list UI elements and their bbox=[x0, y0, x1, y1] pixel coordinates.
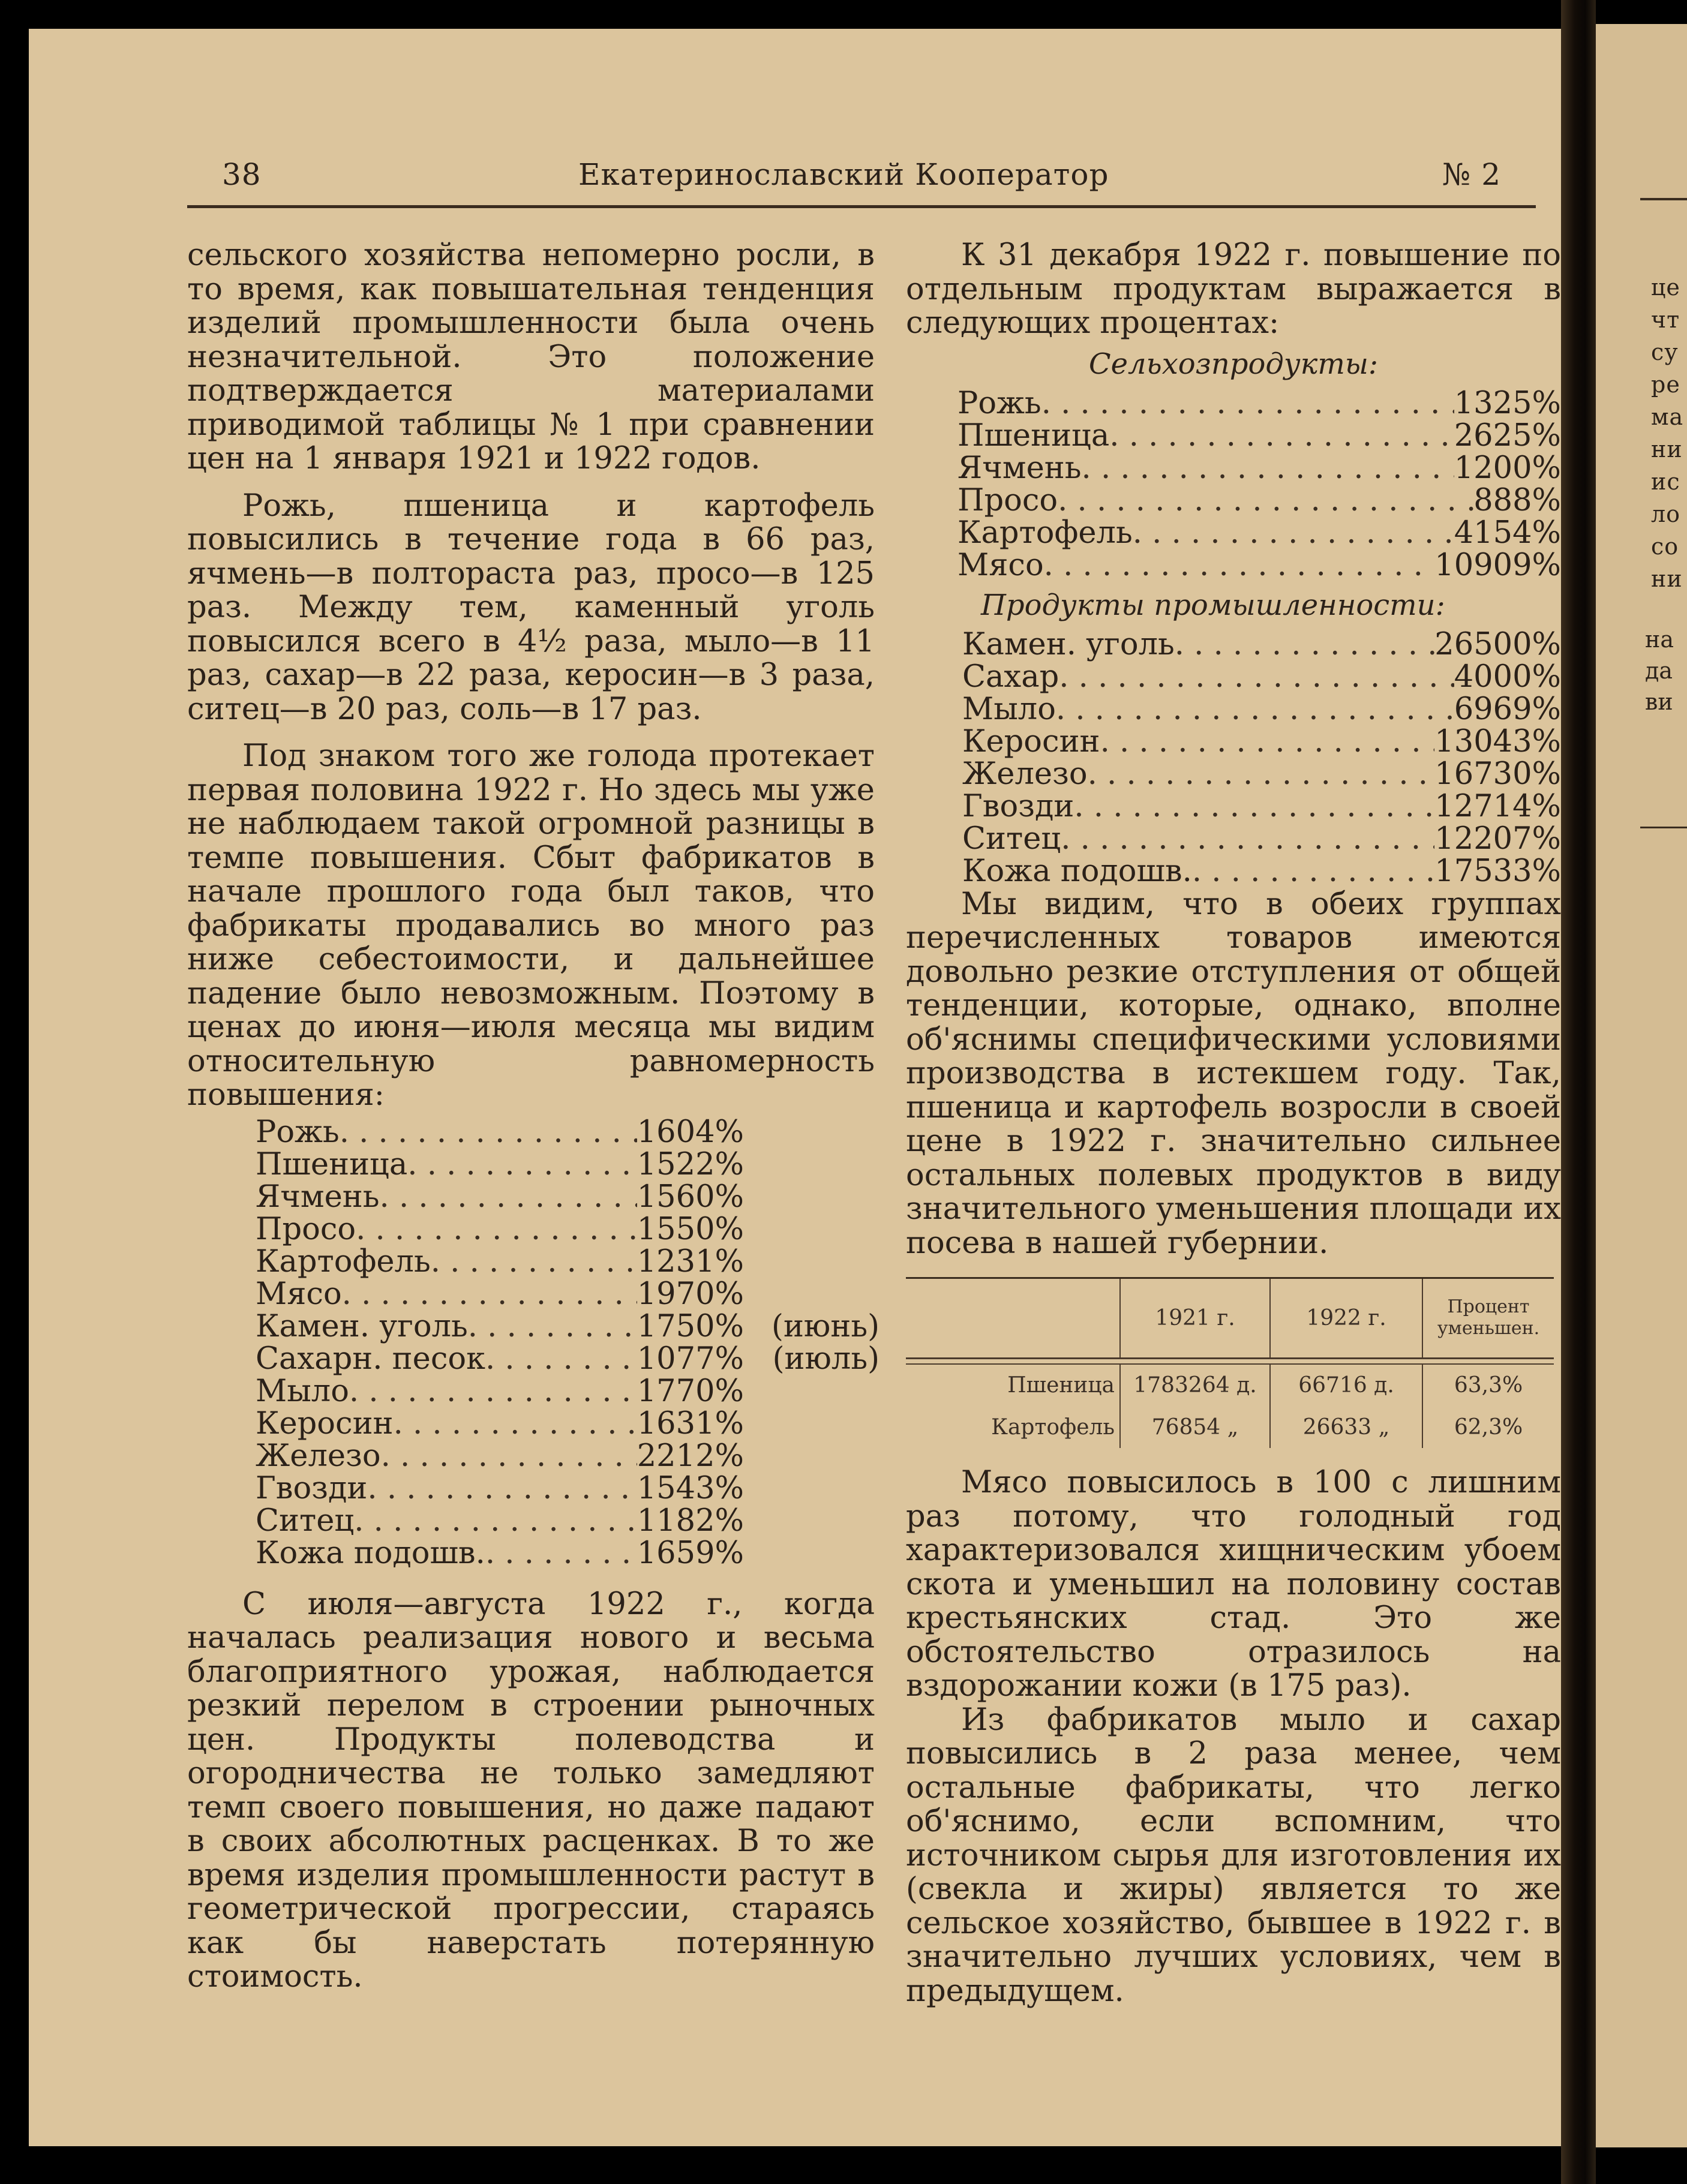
item-name: Пшеница bbox=[957, 417, 1110, 453]
leader-dots bbox=[367, 1473, 637, 1505]
book-gutter bbox=[1561, 0, 1596, 2184]
list-item bbox=[962, 723, 1561, 759]
item-name: Рожь bbox=[256, 1114, 340, 1150]
table-cell: 26633 „ bbox=[1270, 1406, 1422, 1448]
item-name: Железо bbox=[256, 1438, 381, 1474]
item-name: Просо bbox=[256, 1211, 356, 1247]
list-item bbox=[957, 517, 1561, 549]
fragment-line: со bbox=[1651, 533, 1679, 560]
table-header-cell: 1922 г. bbox=[1270, 1279, 1422, 1358]
item-value: 1182% bbox=[637, 1503, 744, 1539]
leader-dots bbox=[485, 1537, 637, 1570]
fragment-line: да bbox=[1645, 657, 1673, 684]
list-item bbox=[256, 1375, 879, 1408]
price-list-agro bbox=[957, 387, 1561, 582]
fragment-line: на bbox=[1645, 626, 1674, 653]
leader-dots bbox=[1109, 420, 1454, 452]
table-row bbox=[906, 1406, 1554, 1448]
header-rule bbox=[187, 205, 1536, 208]
item-value: 12207% bbox=[1434, 821, 1561, 857]
right-paragraph-4: Из фабрикатов мыло и сахар повысились в 2 раза менее, чем остальные фабрикаты, что легко об'яснимо, если вспомним, что источником сырья для изготовления их (свекла и жиры) является то же сельское хозяйство, бывшее в 1922 г. в значительно лучших условиях, чем в предыдущем. bbox=[906, 1702, 1561, 2009]
list-item bbox=[256, 1470, 879, 1506]
item-note: (июнь) bbox=[772, 1308, 879, 1344]
list-item bbox=[256, 1213, 879, 1246]
list-item bbox=[962, 855, 1561, 888]
table-header-cell bbox=[906, 1279, 1120, 1358]
fragment-line: ни bbox=[1651, 566, 1683, 592]
item-name: Мясо bbox=[957, 547, 1044, 583]
price-list-mid-1922 bbox=[256, 1116, 879, 1570]
item-name: Ячмень bbox=[256, 1179, 380, 1215]
item-name: Сахар bbox=[962, 659, 1059, 695]
list-item bbox=[957, 482, 1561, 518]
item-name: Железо bbox=[962, 756, 1088, 792]
item-value: 1560% bbox=[637, 1179, 744, 1215]
right-column bbox=[906, 239, 1561, 2008]
table-cell: 62,3% bbox=[1422, 1406, 1554, 1448]
item-value: 1631% bbox=[637, 1405, 744, 1441]
fragment-line: ви bbox=[1645, 689, 1673, 715]
page-number: 38 bbox=[222, 157, 262, 192]
item-value: 2625% bbox=[1454, 417, 1561, 453]
item-name: Сахарн. песок bbox=[256, 1341, 485, 1377]
left-column bbox=[187, 238, 879, 1994]
item-value: 888% bbox=[1473, 482, 1561, 518]
leader-dots bbox=[380, 1181, 637, 1213]
item-value: 2212% bbox=[637, 1438, 744, 1474]
item-name: Рожь bbox=[957, 385, 1041, 421]
item-value: 1659% bbox=[637, 1535, 744, 1571]
item-value: 1522% bbox=[637, 1146, 744, 1182]
item-value: 10909% bbox=[1434, 547, 1561, 583]
leader-dots bbox=[1175, 629, 1435, 661]
acreage-table-wrap bbox=[906, 1277, 1554, 1448]
item-name: Камен. уголь bbox=[256, 1308, 468, 1344]
leader-dots bbox=[1074, 791, 1434, 823]
item-value: 26500% bbox=[1434, 626, 1561, 662]
page-header bbox=[190, 157, 1533, 198]
list-item bbox=[256, 1278, 879, 1311]
leader-dots bbox=[1133, 517, 1454, 549]
list-item bbox=[256, 1343, 879, 1375]
leader-dots bbox=[485, 1343, 637, 1375]
table-cell: 63,3% bbox=[1422, 1364, 1554, 1406]
item-name: Керосин bbox=[256, 1405, 394, 1441]
list-item bbox=[256, 1146, 879, 1182]
list-item bbox=[957, 549, 1561, 582]
list-item bbox=[256, 1243, 879, 1279]
leader-dots bbox=[1056, 693, 1454, 726]
fragment-line: чт bbox=[1651, 307, 1680, 333]
list-item bbox=[256, 1537, 879, 1570]
item-name: Ячмень bbox=[957, 450, 1082, 486]
table-cell: 76854 „ bbox=[1120, 1406, 1270, 1448]
list-item bbox=[962, 823, 1561, 855]
leader-dots bbox=[356, 1213, 637, 1246]
left-paragraph-2: Рожь, пшеница и картофель повысились в течение года в 66 раз, ячмень—в полтораста раз, просо—в 125 раз. Между тем, каменный уголь повысился всего в 4½ раза, мыло—в 11 раз, сахар—в 22 раза, керосин—в 3 раза, ситец—в 20 раз, соль—в 17 раз. bbox=[187, 488, 875, 727]
right-paragraph-3: Мясо повысилось в 100 с лишним раз потому, что голодный год характеризовался хищническим убоем скота и уменьшил на половину состав крестьянских стад. Это же обстоятельство отразилось на вздорожании кожи (в 175 раз). bbox=[906, 1465, 1561, 1704]
table-header-cell: 1921 г. bbox=[1120, 1279, 1270, 1358]
leader-dots bbox=[1041, 387, 1454, 420]
item-name: Кожа подошв. bbox=[962, 853, 1192, 889]
list-item bbox=[256, 1440, 879, 1473]
list-item bbox=[957, 387, 1561, 420]
list-item bbox=[256, 1405, 879, 1441]
leader-dots bbox=[1192, 855, 1434, 888]
item-name: Мыло bbox=[962, 691, 1056, 727]
leader-dots bbox=[431, 1246, 637, 1278]
leader-dots bbox=[1044, 549, 1435, 582]
adjacent-fragment-block-1 bbox=[1651, 271, 1683, 595]
table-header-cell: Процент уменьшен. bbox=[1422, 1279, 1554, 1358]
adjacent-rule bbox=[1640, 827, 1687, 828]
item-name: Камен. уголь bbox=[962, 626, 1175, 662]
adjacent-page bbox=[1596, 24, 1687, 2147]
leader-dots bbox=[1088, 758, 1435, 791]
item-value: 1077% bbox=[637, 1341, 744, 1377]
item-name: Кожа подошв. bbox=[256, 1535, 485, 1571]
item-value: 4000% bbox=[1454, 659, 1561, 695]
item-name: Гвозди bbox=[962, 788, 1074, 824]
item-value: 1550% bbox=[637, 1211, 744, 1247]
item-name: Мыло bbox=[256, 1373, 349, 1409]
item-value: 1231% bbox=[637, 1243, 744, 1279]
item-value: 17533% bbox=[1434, 853, 1561, 889]
leader-dots bbox=[342, 1278, 637, 1311]
leader-dots bbox=[468, 1311, 637, 1343]
item-name: Пшеница bbox=[256, 1146, 408, 1182]
fragment-line: ре bbox=[1651, 371, 1680, 398]
fragment-line: ло bbox=[1651, 501, 1681, 527]
item-value: 16730% bbox=[1434, 756, 1561, 792]
item-value: 1750% bbox=[637, 1308, 744, 1344]
list-item bbox=[256, 1181, 879, 1213]
item-name: Керосин bbox=[962, 723, 1100, 759]
journal-title: Екатеринославский Кооператор bbox=[578, 157, 1109, 192]
item-value: 4154% bbox=[1454, 515, 1561, 551]
list-item bbox=[962, 661, 1561, 693]
list-item bbox=[962, 693, 1561, 726]
list-item bbox=[957, 417, 1561, 453]
item-name: Гвозди bbox=[256, 1470, 368, 1506]
list-item bbox=[957, 452, 1561, 485]
item-name: Ситец bbox=[256, 1503, 355, 1539]
issue-number: № 2 bbox=[1442, 157, 1502, 192]
leader-dots bbox=[1082, 452, 1454, 485]
table-double-rule bbox=[906, 1358, 1554, 1364]
adjacent-header-rule bbox=[1640, 198, 1687, 200]
fragment-line: су bbox=[1651, 339, 1679, 365]
leader-dots bbox=[340, 1116, 637, 1149]
leader-dots bbox=[1061, 823, 1434, 855]
table-header-row bbox=[906, 1279, 1554, 1358]
leader-dots bbox=[407, 1149, 637, 1181]
item-value: 1970% bbox=[637, 1276, 744, 1312]
left-paragraph-4: С июля—августа 1922 г., когда началась реализация нового и весьма благоприятного урожая, наблюдается резкий перелом в строении рыночных цен. Продукты полеводства и огородничества не только замедляют темп своего повышения, но даже падают в своих абсолютных расценках. В то же время изделия промышленности растут в геометрической прогрессии, стараясь как бы наверстать потерянную стоимость. bbox=[187, 1586, 875, 1994]
fragment-line: ис bbox=[1651, 468, 1680, 495]
leader-dots bbox=[354, 1505, 637, 1537]
item-value: 12714% bbox=[1434, 788, 1561, 824]
fragment-line: це bbox=[1651, 274, 1680, 301]
subhead-industry-products: Продукты промышленности: bbox=[981, 588, 1445, 622]
fragment-line: ни bbox=[1651, 436, 1683, 462]
item-name: Ситец bbox=[962, 821, 1061, 857]
list-item bbox=[256, 1505, 879, 1537]
right-paragraph-2: Мы видим, что в обеих группах перечисленных товаров имеются довольно резкие отступления от общей тенденции, которые, однако, вполне об'яснимы специфическими условиями производства в истекшем году. Так, пшеница и картофель возросли в своей цене в 1922 г. значительно сильнее остальных полевых продуктов в виду значительного уменьшения площади их посева в нашей губернии. bbox=[906, 886, 1561, 1261]
item-value: 1200% bbox=[1454, 450, 1561, 486]
leader-dots bbox=[1100, 726, 1435, 758]
item-name: Картофель bbox=[256, 1243, 431, 1279]
item-value: 6969% bbox=[1454, 691, 1561, 727]
item-value: 1325% bbox=[1454, 385, 1561, 421]
item-value: 13043% bbox=[1434, 723, 1561, 759]
leader-dots bbox=[394, 1408, 637, 1440]
table-cell: 66716 д. bbox=[1270, 1364, 1422, 1406]
item-name: Просо bbox=[957, 482, 1058, 518]
subhead-agro-products: Сельхозпродукты: bbox=[1088, 347, 1379, 381]
item-value: 1543% bbox=[637, 1470, 744, 1506]
list-item bbox=[962, 788, 1561, 824]
leader-dots bbox=[349, 1375, 637, 1408]
acreage-table bbox=[906, 1279, 1554, 1448]
leader-dots bbox=[1058, 485, 1473, 517]
item-note: (июль) bbox=[772, 1341, 879, 1377]
list-item bbox=[962, 758, 1561, 791]
adjacent-fragment-block-2 bbox=[1645, 624, 1674, 717]
item-name: Мясо bbox=[256, 1276, 342, 1312]
price-list-industry bbox=[962, 626, 1561, 889]
table-row bbox=[906, 1364, 1554, 1406]
list-item bbox=[256, 1116, 879, 1149]
left-paragraph-1: сельского хозяйства непомерно росли, в то время, как повышательная тенденция изделий промышленности была очень незначительной. Это положение подтверждается материалами приводимой таблицы № 1 при сравнении цен на 1 января 1921 и 1922 годов. bbox=[187, 238, 875, 476]
right-paragraph-1: К 31 декабря 1922 г. повышение по отдельным продуктам выражается в следующих процентах: bbox=[906, 238, 1561, 341]
item-name: Картофель bbox=[957, 515, 1133, 551]
table-cell: 1783264 д. bbox=[1120, 1364, 1270, 1406]
list-item bbox=[256, 1308, 879, 1344]
item-value: 1604% bbox=[637, 1114, 744, 1150]
fragment-line: ма bbox=[1651, 404, 1684, 430]
item-value: 1770% bbox=[637, 1373, 744, 1409]
table-cell: Пшеница bbox=[906, 1364, 1120, 1406]
list-item bbox=[962, 626, 1561, 662]
left-paragraph-3: Под знаком того же голода протекает первая половина 1922 г. Но здесь мы уже не наблюдаем такой огромной разницы в темпе повышения. Сбыт фабрикатов в начале прошлого года был таков, что фабрикаты продавались во много раз ниже себестоимости, и дальнейшее падение было невозможным. Поэтому в ценах до июня—июля месяца мы видим относительную равномерность повышения: bbox=[187, 738, 875, 1113]
table-cell: Картофель bbox=[906, 1406, 1120, 1448]
leader-dots bbox=[381, 1440, 637, 1473]
leader-dots bbox=[1059, 661, 1454, 693]
